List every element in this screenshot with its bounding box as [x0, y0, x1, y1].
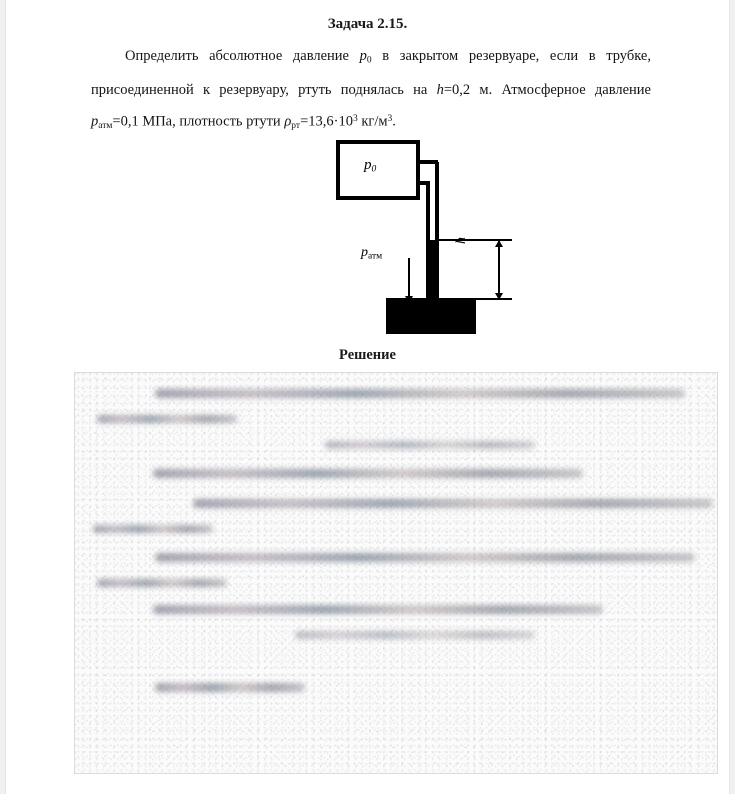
solution-line — [153, 469, 583, 478]
mercury-basin — [386, 298, 476, 334]
solution-blurred-block — [74, 372, 718, 774]
height-dimension-line — [498, 240, 500, 300]
symbol-patm-subscript: атм — [98, 120, 113, 131]
symbol-h: h — [436, 81, 444, 98]
solution-line — [155, 389, 685, 398]
figure-diagram — [336, 140, 526, 335]
solution-line — [93, 525, 213, 533]
dimension-tick-top — [476, 239, 512, 241]
solution-line — [155, 683, 305, 692]
reservoir-pressure-label: $p_0$ — [364, 157, 377, 175]
solution-line — [295, 631, 535, 639]
rho-value-text: =13,6·10 — [300, 112, 353, 129]
problem-tail: . — [392, 112, 396, 129]
solution-line — [153, 605, 603, 614]
reservoir-rectangle — [336, 140, 420, 200]
problem-mid-1: в закрытом резервуаре, если в трубке, присоединенной к резервуару, ртуть поднялась на — [91, 48, 651, 98]
page-title: Задача 2.15. — [327, 16, 408, 32]
patm-value-text: =0,1 МПа, плотность ртути — [112, 112, 285, 129]
atmospheric-pressure-label: $p_{атм}$ — [361, 245, 383, 262]
page-margin-right — [729, 0, 735, 794]
document-page — [6, 0, 729, 794]
solution-line — [155, 553, 695, 562]
solution-line — [97, 579, 227, 587]
dimension-tick-bottom — [476, 298, 512, 300]
rho-units: кг/м — [357, 112, 388, 129]
mercury-column — [428, 240, 438, 300]
symbol-rho: ρ — [284, 112, 292, 129]
symbol-patm: p — [91, 112, 99, 129]
atmospheric-pressure-arrow — [408, 258, 410, 298]
symbol-p0: p — [359, 48, 367, 64]
problem-lead: Определить абсолютное давление — [125, 48, 360, 64]
solution-line — [193, 499, 713, 508]
solution-line — [325, 441, 535, 449]
rho-exponent: 3 — [352, 113, 358, 124]
problem-statement — [91, 42, 651, 141]
rho-units-exponent: 3 — [387, 113, 393, 124]
solution-heading: Решение — [339, 347, 396, 363]
paper-noise-texture — [75, 373, 717, 773]
symbol-p0-subscript: 0 — [366, 55, 372, 66]
h-value-text: =0,2 м. Атмосферное давление — [443, 81, 651, 98]
height-label: h — [454, 237, 469, 244]
symbol-rho-subscript: рт — [291, 120, 301, 131]
solution-line — [97, 415, 237, 423]
